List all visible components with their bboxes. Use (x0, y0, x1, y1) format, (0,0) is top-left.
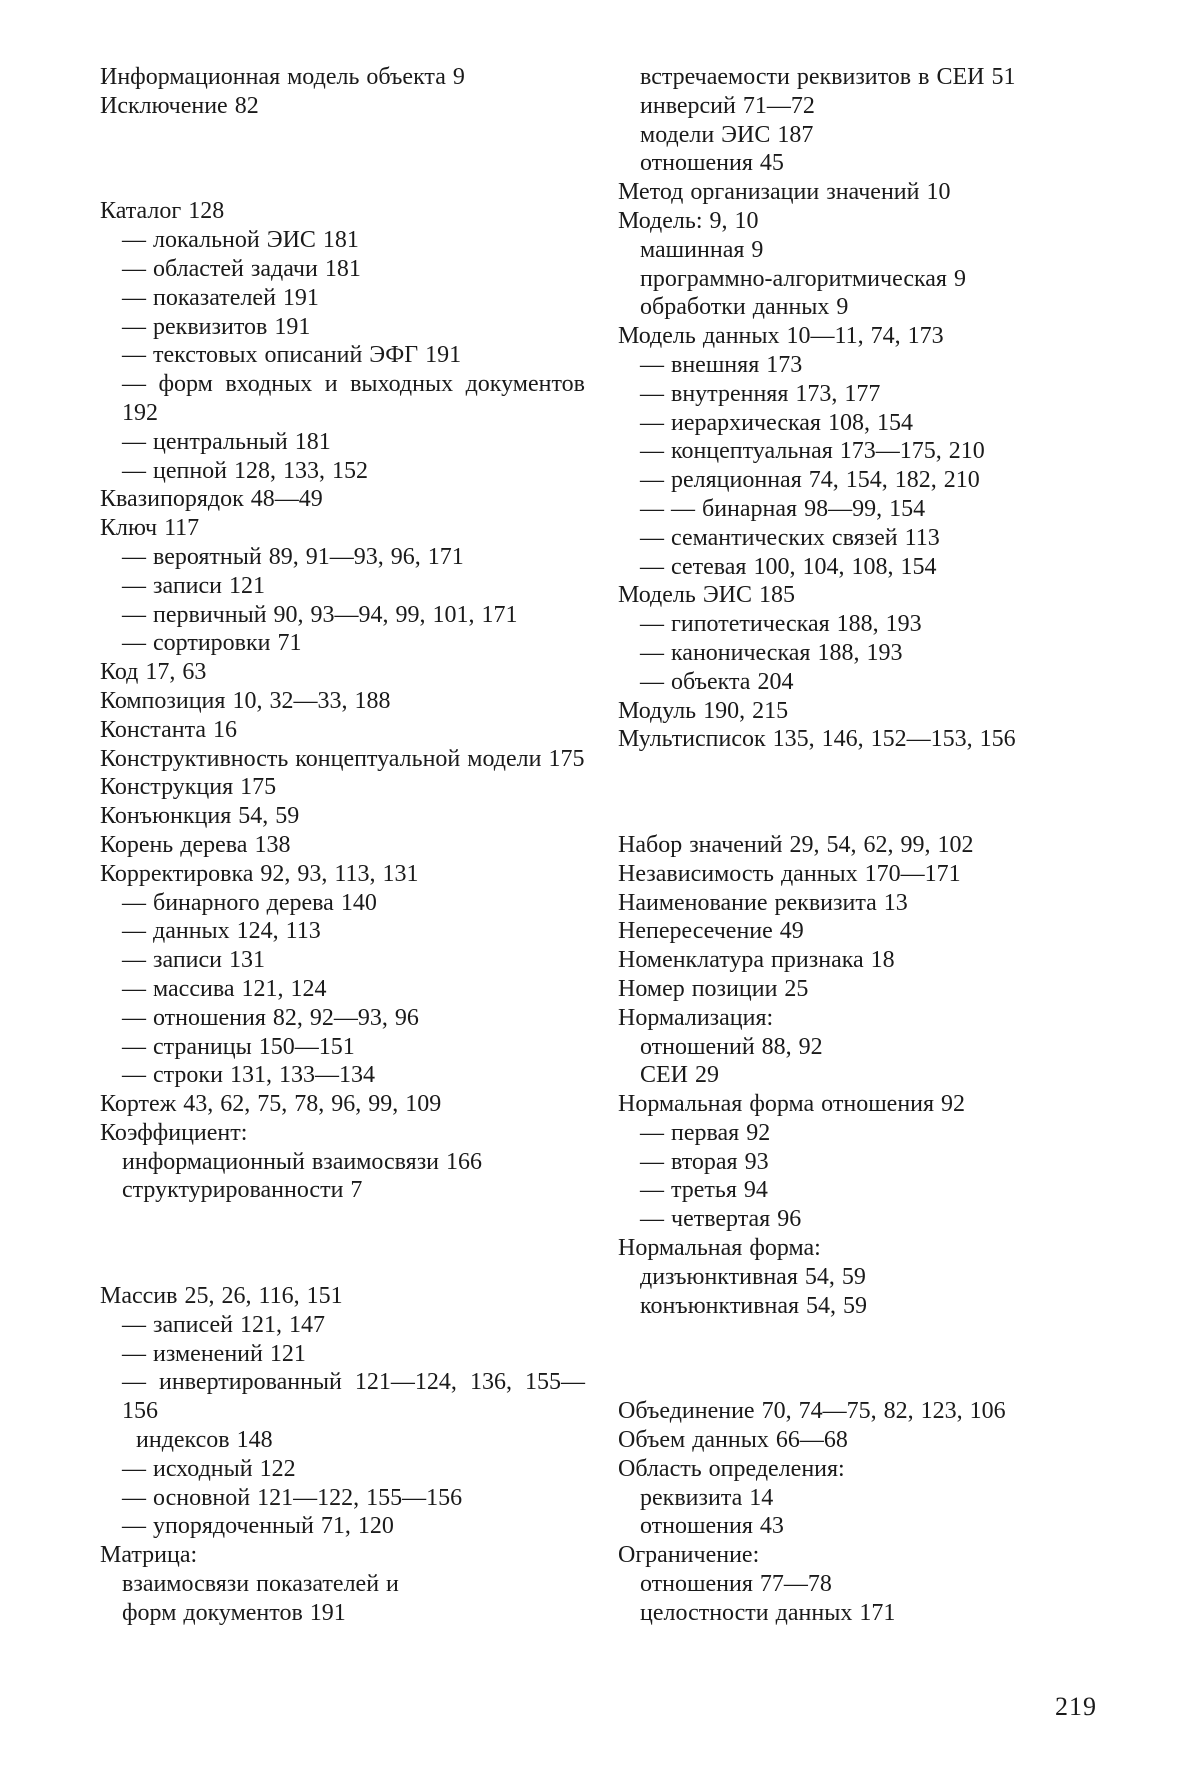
index-subentry: — сетевая 100, 104, 108, 154 (640, 553, 937, 580)
index-subentry: — сортировки 71 (122, 630, 302, 657)
index-subentry: — записи 121 (122, 572, 265, 599)
index-subentry: — инвертированный 121—124, 136, 155—156 (122, 1369, 585, 1425)
index-subentry: — бинарного дерева 140 (122, 889, 377, 916)
index-subentry: — основной 121—122, 155—156 (122, 1484, 463, 1511)
index-entry: Мультисписок 135, 146, 152—153, 156 (618, 726, 1016, 753)
index-subentry: — третья 94 (640, 1177, 768, 1204)
index-subentry: отношения 43 (640, 1513, 784, 1540)
index-entry: Модуль 190, 215 (618, 697, 789, 724)
index-subentry: — упорядоченный 71, 120 (122, 1513, 394, 1540)
index-entry: Номенклатура признака 18 (618, 947, 895, 974)
index-entry: Метод организации значений 10 (618, 179, 951, 206)
index-subentry: целостности данных 171 (640, 1599, 896, 1626)
index-entry: Область определения: (618, 1455, 845, 1482)
index-subentry: СЕИ 29 (640, 1062, 719, 1089)
index-subentry: — данных 124, 113 (122, 918, 321, 945)
index-entry: Нормализация: (618, 1004, 774, 1031)
index-subentry: — изменений 121 (122, 1340, 306, 1367)
index-subentry: отношений 88, 92 (640, 1033, 823, 1060)
index-entry: Константа 16 (100, 716, 238, 743)
index-subentry: — семантических связей 113 (640, 524, 940, 551)
index-entry: Нормальная форма: (618, 1235, 821, 1262)
index-entry: Конструкция 175 (100, 774, 277, 801)
index-spacer (100, 145, 585, 174)
index-subentry: — первая 92 (640, 1119, 771, 1146)
index-subentry: конъюнктивная 54, 59 (640, 1292, 868, 1319)
index-subentry: модели ЭИС 187 (640, 121, 814, 148)
index-entry: Наименование реквизита 13 (618, 889, 908, 916)
index-subentry: — первичный 90, 93—94, 99, 101, 171 (122, 601, 518, 628)
index-entry: Ключ 117 (100, 515, 200, 542)
index-subentry: машинная 9 (640, 236, 764, 263)
index-subentry: инверсий 71—72 (640, 92, 815, 119)
index-subentry: — каноническая 188, 193 (640, 639, 903, 666)
index-subentry: отношения 45 (640, 150, 784, 177)
index-entry: Композиция 10, 32—33, 188 (100, 687, 391, 714)
index-spacer (100, 1229, 585, 1258)
index-entry: Объединение 70, 74—75, 82, 123, 106 (618, 1398, 1006, 1425)
page-number: 219 (1055, 1692, 1097, 1721)
index-subentry: — текстовых описаний ЭФГ 191 (122, 342, 462, 369)
index-subentry: — объекта 204 (640, 668, 794, 695)
index-entry: Кортеж 43, 62, 75, 78, 96, 99, 109 (100, 1091, 442, 1118)
index-entry: Конструктивность концептуальной модели 175 (100, 745, 585, 772)
index-entry: Информационная модель объекта 9 (100, 64, 465, 90)
index-subentry: — исходный 122 (122, 1455, 296, 1482)
index-subentry: дизъюнктивная 54, 59 (640, 1263, 866, 1290)
index-entry: Исключение 82 (100, 92, 259, 119)
index-column-left (100, 63, 585, 1628)
index-subentry: информационный взаимосвязи 166 (122, 1148, 483, 1175)
index-spacer (618, 1344, 1100, 1373)
index-subentry: форм документов 191 (122, 1599, 346, 1626)
index-entry: Корень дерева 138 (100, 831, 291, 858)
index-entry: Непересечение 49 (618, 918, 804, 945)
index-subentry: структурированности 7 (122, 1177, 363, 1204)
index-subentry: — показателей 191 (122, 284, 319, 311)
index-entry: Корректировка 92, 93, 113, 131 (100, 860, 419, 887)
index-subentry: — записей 121, 147 (122, 1311, 325, 1338)
index-column-right (618, 63, 1100, 1628)
index-subentry: — вероятный 89, 91—93, 96, 171 (122, 543, 464, 570)
index-subentry: — вторая 93 (640, 1148, 769, 1175)
index-entry: Независимость данных 170—171 (618, 860, 961, 887)
index-subentry: — локальной ЭИС 181 (122, 227, 359, 254)
index-subentry: — областей задачи 181 (122, 255, 361, 282)
index-subentry: — страницы 150—151 (122, 1033, 355, 1060)
index-subentry: — центральный 181 (122, 428, 331, 455)
index-subentry: реквизита 14 (640, 1484, 774, 1511)
index-subentry: — внешняя 173 (640, 351, 803, 378)
index-subentry: встречаемости реквизитов в СЕИ 51 (640, 64, 1016, 90)
index-entry: Ограничение: (618, 1542, 760, 1569)
index-subentry: — — бинарная 98—99, 154 (640, 495, 926, 522)
index-subentry: программно-алгоритмическая 9 (640, 265, 966, 292)
index-entry: Модель: 9, 10 (618, 207, 759, 234)
index-subentry: — внутренняя 173, 177 (640, 380, 881, 407)
index-subentry: — концептуальная 173—175, 210 (640, 438, 985, 465)
index-entry: Модель ЭИС 185 (618, 582, 796, 609)
index-subentry: обработки данных 9 (640, 294, 849, 321)
index-subentry: — массива 121, 124 (122, 975, 327, 1002)
index-subentry: — цепной 128, 133, 152 (122, 457, 369, 484)
index-entry: Номер позиции 25 (618, 975, 809, 1002)
index-entry: Коэффициент: (100, 1119, 248, 1146)
index-entry: Нормальная форма отношения 92 (618, 1091, 966, 1118)
index-subentry: — отношения 82, 92—93, 96 (122, 1004, 419, 1031)
index-entry: Набор значений 29, 54, 62, 99, 102 (618, 831, 974, 858)
index-subentry: взаимосвязи показателей и (122, 1571, 399, 1598)
index-subentry: — реляционная 74, 154, 182, 210 (640, 467, 980, 494)
index-subentry: отношения 77—78 (640, 1571, 832, 1598)
index-spacer (618, 778, 1100, 807)
index-entry: Модель данных 10—11, 74, 173 (618, 323, 944, 350)
index-subentry: индексов 148 (136, 1427, 273, 1454)
index-subentry: — иерархическая 108, 154 (640, 409, 913, 436)
index-entry: Матрица: (100, 1542, 198, 1569)
index-subentry: — записи 131 (122, 947, 265, 974)
index-entry: Код 17, 63 (100, 659, 207, 686)
index-subentry: — форм входных и выходных документов 192 (122, 371, 585, 426)
index-subentry: — четвертая 96 (640, 1206, 802, 1233)
index-entry: Каталог 128 (100, 198, 225, 225)
index-subentry: — гипотетическая 188, 193 (640, 611, 922, 638)
index-entry: Конъюнкция 54, 59 (100, 803, 300, 830)
index-subentry: — строки 131, 133—134 (122, 1062, 375, 1089)
index-entry: Массив 25, 26, 116, 151 (100, 1283, 343, 1310)
index-entry: Объем данных 66—68 (618, 1427, 848, 1454)
index-subentry: — реквизитов 191 (122, 313, 311, 340)
index-entry: Квазипорядок 48—49 (100, 486, 323, 513)
